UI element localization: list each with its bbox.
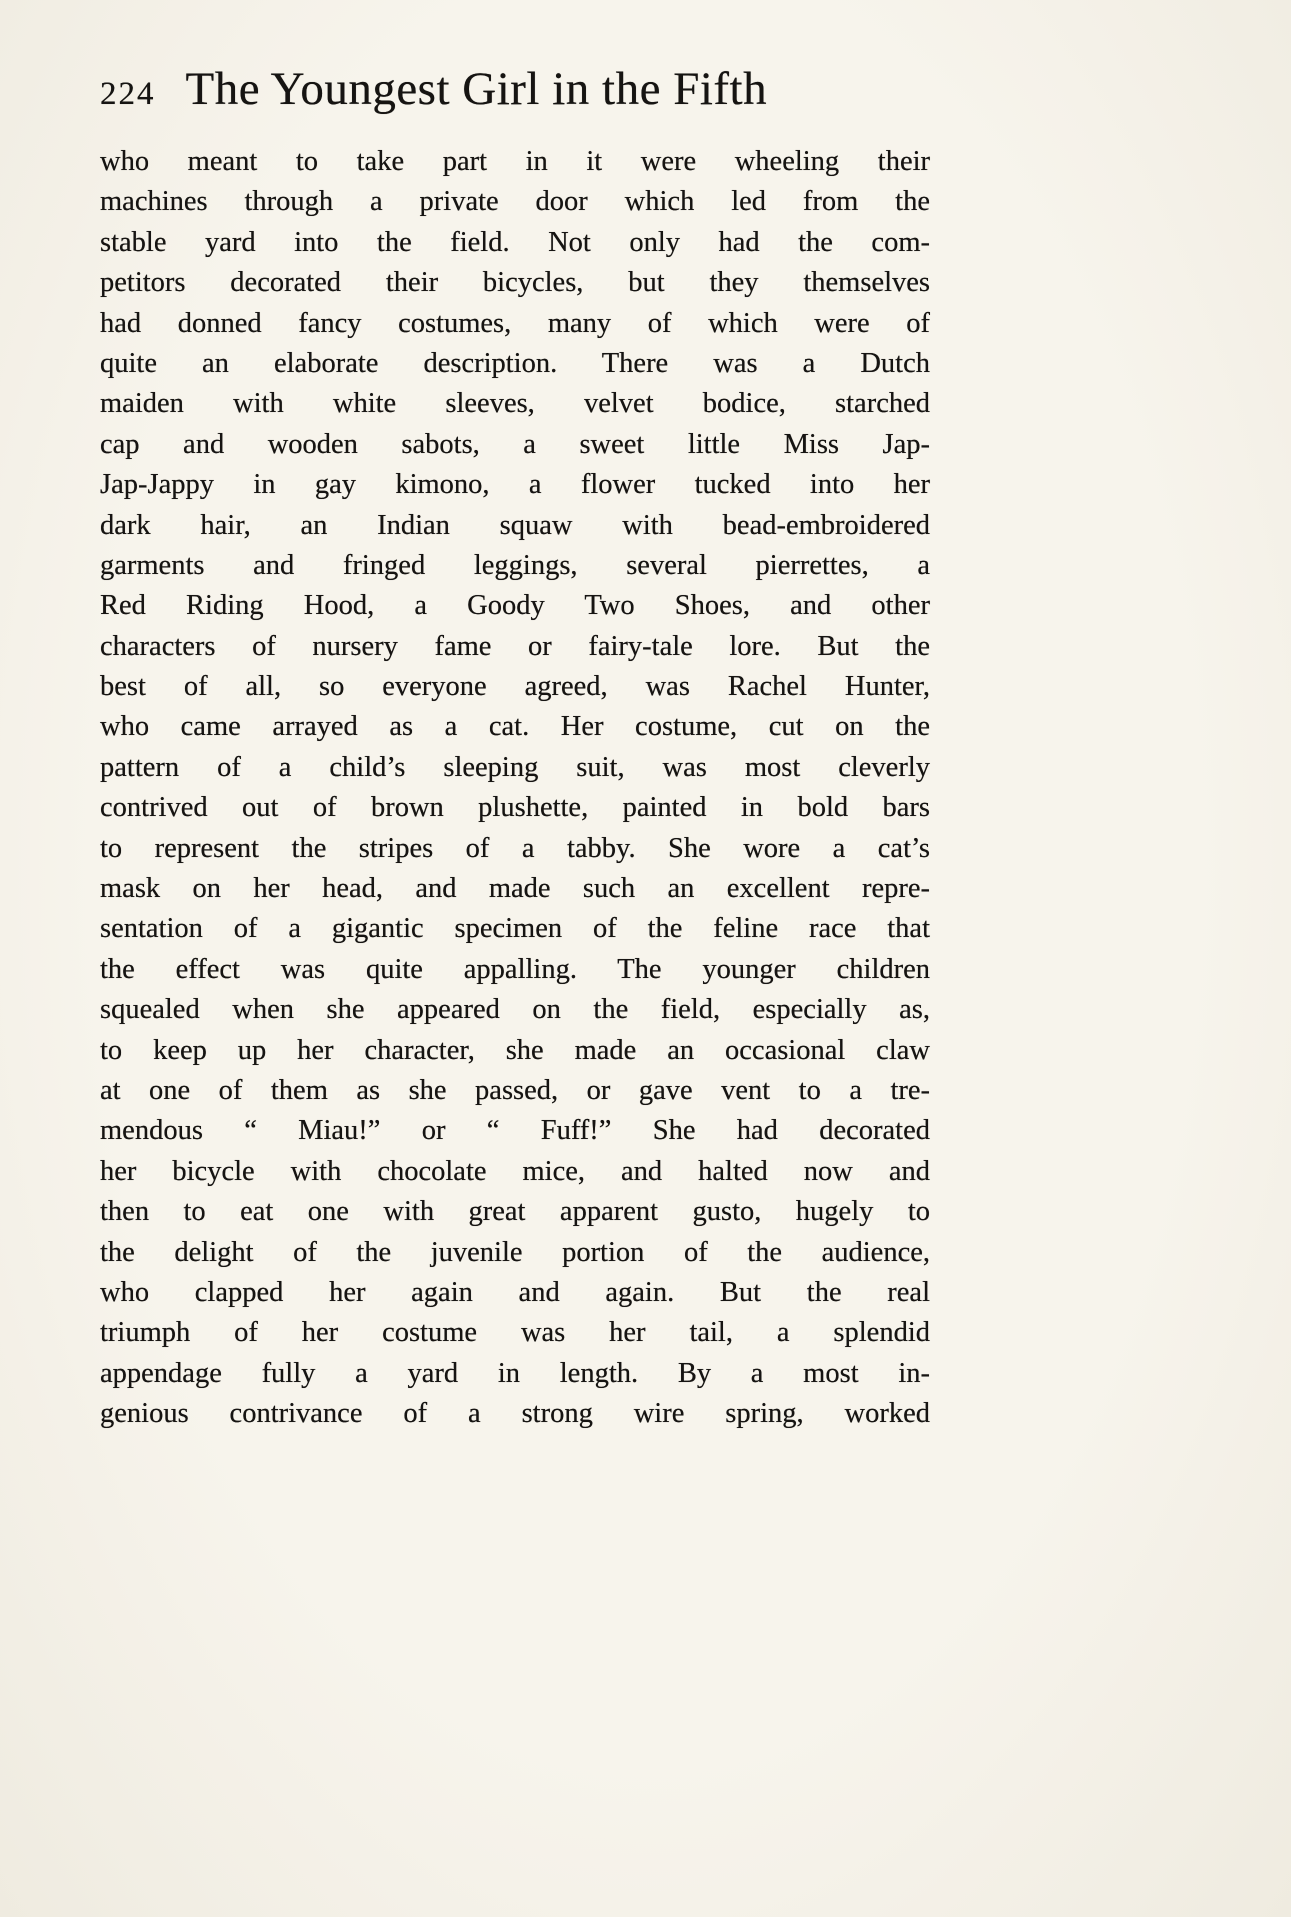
body-text [100, 142, 930, 1435]
text-line: Jap-Jappy in gay kimono, a flower tucked into her [100, 469, 930, 501]
text-line: squealed when she appeared on the field, especially as, [100, 994, 930, 1026]
text-line: best of all, so everyone agreed, was Rachel Hunter, [100, 671, 930, 703]
text-line: to represent the stripes of a tabby. She wore a cat’s [100, 832, 930, 864]
text-line: contrived out of brown plushette, painted in bold bars [100, 792, 930, 824]
text-line: petitors decorated their bicycles, but they themselves [100, 267, 930, 299]
text-line: cap and wooden sabots, a sweet little Miss Jap- [100, 428, 930, 460]
page-content [100, 62, 930, 1435]
text-line: then to eat one with great apparent gusto, hugely to [100, 1196, 930, 1228]
text-line: at one of them as she passed, or gave vent to a tre- [100, 1074, 930, 1106]
text-line: Red Riding Hood, a Goody Two Shoes, and other [100, 590, 930, 622]
page-title: The Youngest Girl in the Fifth [185, 63, 768, 115]
text-line: her bicycle with chocolate mice, and halted now and [100, 1155, 930, 1187]
text-line: had donned fancy costumes, many of which were of [100, 307, 930, 339]
text-line: genious contrivance of a strong wire spring, worked [100, 1398, 930, 1430]
text-line: triumph of her costume was her tail, a splendid [100, 1317, 930, 1349]
text-line: garments and fringed leggings, several pierrettes, a [100, 549, 930, 581]
text-line: machines through a private door which led from the [100, 186, 930, 218]
text-line: to keep up her character, she made an occasional claw [100, 1034, 930, 1066]
text-line: pattern of a child’s sleeping suit, was most cleverly [100, 751, 930, 783]
text-line: characters of nursery fame or fairy-tale lore. But the [100, 630, 930, 662]
text-line: who meant to take part in it were wheeling their [100, 146, 930, 177]
text-line: mendous “ Miau!” or “ Fuff!” She had decorated [100, 1115, 930, 1147]
text-line: mask on her head, and made such an excellent repre- [100, 873, 930, 905]
text-line: stable yard into the field. Not only had the com- [100, 226, 930, 258]
text-line: who came arrayed as a cat. Her costume, cut on the [100, 711, 930, 743]
page-number: 224 [100, 76, 156, 112]
text-line: sentation of a gigantic specimen of the feline race that [100, 913, 930, 945]
text-line: the delight of the juvenile portion of the audience, [100, 1236, 930, 1268]
text-line: quite an elaborate description. There was a Dutch [100, 347, 930, 379]
text-line: the effect was quite appalling. The younger children [100, 953, 930, 985]
text-line: maiden with white sleeves, velvet bodice, starched [100, 388, 930, 420]
text-line: appendage fully a yard in length. By a most in- [100, 1357, 930, 1389]
text-line: dark hair, an Indian squaw with bead-embroidered [100, 509, 930, 541]
text-line: who clapped her again and again. But the real [100, 1276, 930, 1308]
page-header [100, 62, 930, 116]
